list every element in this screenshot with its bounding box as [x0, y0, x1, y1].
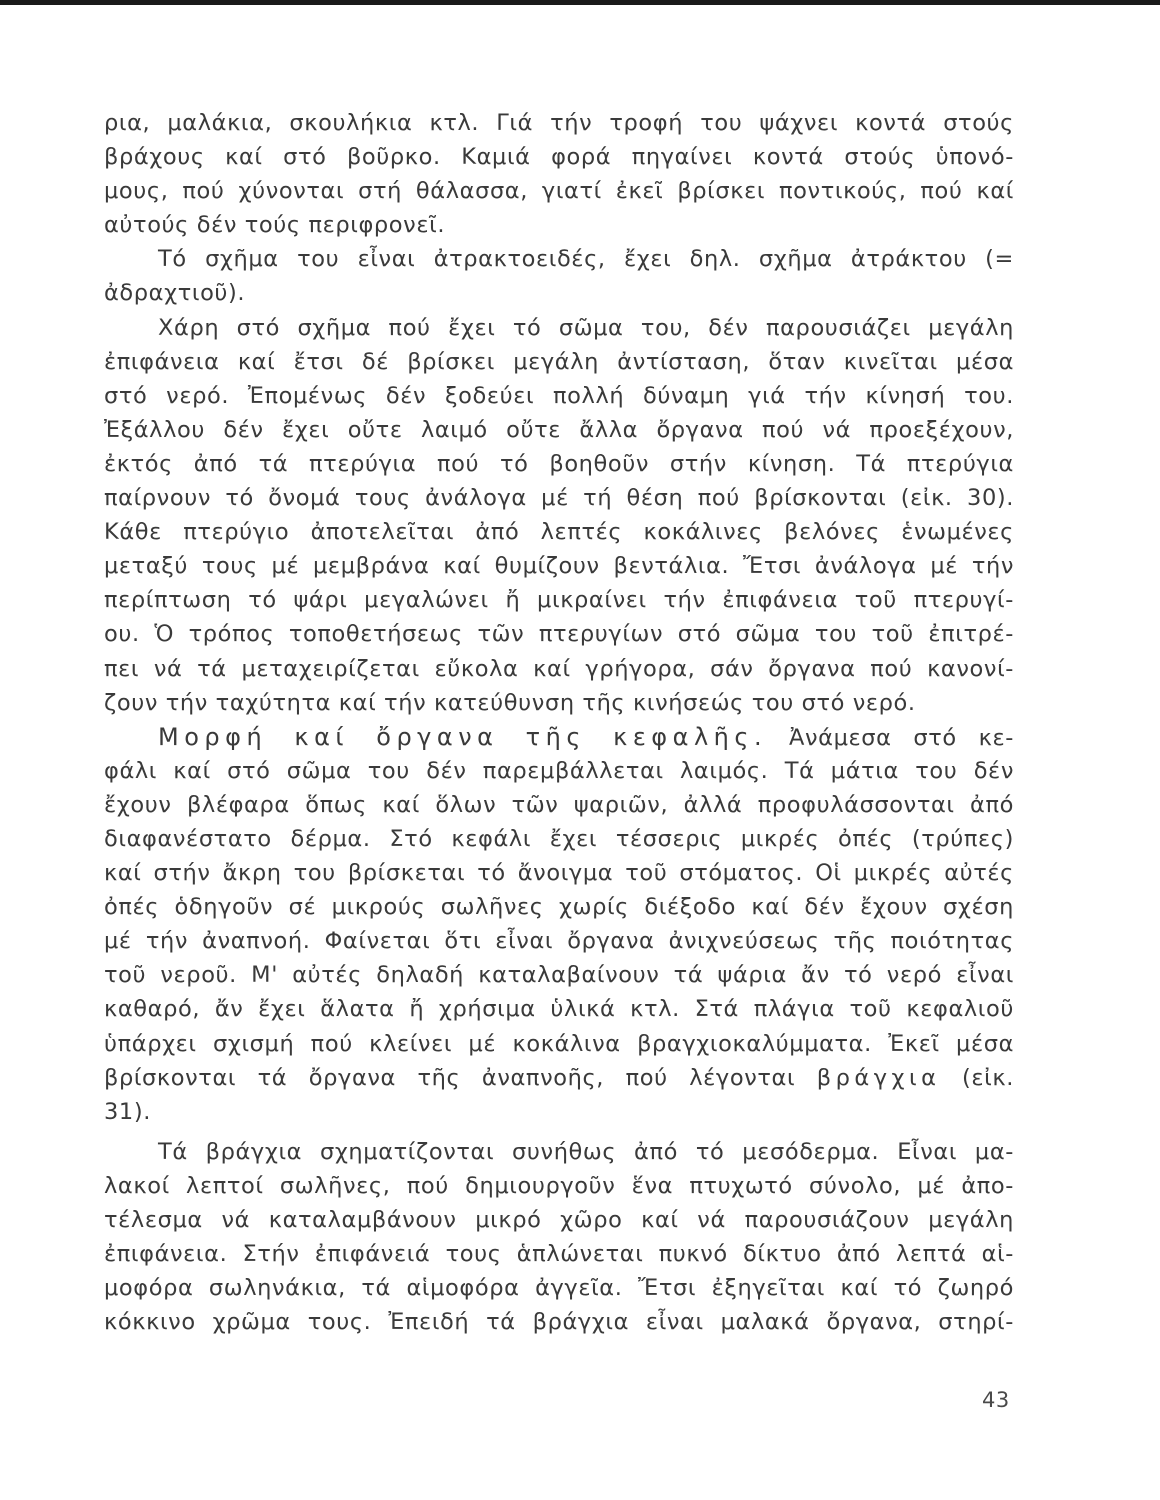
text-line: βράχους καί στό βοῦρκο. Καμιά φορά πηγαίνει κοντά στούς ὑπονό-	[104, 144, 1014, 171]
section-heading: Μορφή καί ὄργανα τῆς κεφαλῆς.	[158, 722, 768, 751]
text-line: λακοί λεπτοί σωλῆνες, πού δημιουργοῦν ἕνα πτυχωτό σύνολο, μέ ἀπο-	[104, 1172, 1014, 1199]
text-line: ἐκτός ἀπό τά πτερύγια πού τό βοηθοῦν στήν κίνηση. Τά πτερύγια	[104, 450, 1014, 477]
text-line: Ἐξάλλου δέν ἔχει οὔτε λαιμό οὔτε ἄλλα ὄργανα πού νά προεξέχουν,	[104, 416, 1014, 443]
section-heading-line	[104, 720, 1014, 754]
text-line: ἔχουν βλέφαρα ὅπως καί ὅλων τῶν ψαριῶν, ἀλλά προφυλάσσονται ἀπό	[104, 791, 1014, 818]
text-line: Τά βράγχια σχηματίζονται συνήθως ἀπό τό μεσόδερμα. Εἶναι μα-	[158, 1138, 1014, 1165]
text-line: μοφόρα σωληνάκια, τά αἱμοφόρα ἀγγεῖα. Ἔτσι ἐξηγεῖται καί τό ζωηρό	[104, 1275, 1014, 1302]
text-line: πει νά τά μεταχειρίζεται εὔκολα καί γρήγορα, σάν ὄργανα πού κανονί-	[104, 655, 1014, 682]
gills-term: βράγχια	[816, 1064, 941, 1091]
text-line: περίπτωση τό ψάρι μεγαλώνει ἤ μικραίνει τήν ἐπιφάνεια τοῦ πτερυγί-	[104, 587, 1014, 614]
text-line: μεταξύ τους μέ μεμβράνα καί θυμίζουν βεντάλια. Ἔτσι ἀνάλογα μέ τήν	[104, 553, 1014, 580]
heading-continuation: Ἀνάμεσα στό κε-	[767, 724, 1014, 751]
text-line: ὑπάρχει σχισμή πού κλείνει μέ κοκάλινα βραγχιοκαλύμματα. Ἐκεῖ μέσα	[104, 1030, 1014, 1057]
text-line: παίρνουν τό ὄνομά τους ἀνάλογα μέ τή θέση πού βρίσκονται (εἰκ. 30).	[104, 485, 1014, 512]
text-line: τέλεσμα νά καταλαμβάνουν μικρό χῶρο καί νά παρουσιάζουν μεγάλη	[104, 1207, 1014, 1233]
text-line: ἐπιφάνεια καί ἔτσι δέ βρίσκει μεγάλη ἀντίσταση, ὅταν κινεῖται μέσα	[104, 348, 1014, 375]
text-line: καί στήν ἄκρη του βρίσκεται τό ἄνοιγμα τοῦ στόματος. Οἱ μικρές αὐτές	[104, 860, 1014, 887]
text-line: μέ τήν ἀναπνοή. Φαίνεται ὅτι εἶναι ὄργανα ἀνιχνεύσεως τῆς ποιότητας	[104, 928, 1014, 955]
text-line: Τό σχῆμα του εἶναι ἀτρακτοειδές, ἔχει δηλ. σχῆμα ἀτράκτου (=	[158, 246, 1014, 273]
gills-line	[104, 1061, 1014, 1095]
text-line: ἐπιφάνεια. Στήν ἐπιφάνειά τους ἁπλώνεται πυκνό δίκτυο ἀπό λεπτά αἱ-	[104, 1241, 1014, 1268]
gills-pre: βρίσκονται τά ὄργανα τῆς ἀναπνοῆς, πού λέγονται	[104, 1064, 796, 1091]
text-line: τοῦ νεροῦ. Μ' αὐτές δηλαδή καταλαβαίνουν τά ψάρια ἄν τό νερό εἶναι	[104, 962, 1014, 989]
text-line: ἀδραχτιοῦ).	[104, 280, 246, 307]
gills-post: (εἰκ.	[940, 1064, 1014, 1091]
text-line: καθαρό, ἄν ἔχει ἅλατα ἤ χρήσιμα ὑλικά κτλ. Στά πλάγια τοῦ κεφαλιοῦ	[104, 996, 1014, 1023]
text-line: στό νερό. Ἐπομένως δέν ξοδεύει πολλή δύναμη γιά τήν κίνησή του.	[104, 382, 1014, 409]
text-line: 31).	[104, 1098, 151, 1125]
page-body	[104, 106, 1014, 1339]
text-line: φάλι καί στό σῶμα του δέν παρεμβάλλεται λαιμός. Τά μάτια του δέν	[104, 757, 1014, 784]
text-line: διαφανέστατο δέρμα. Στό κεφάλι ἔχει τέσσερις μικρές ὀπές (τρύπες)	[104, 825, 1014, 852]
text-line: Χάρη στό σχῆμα πού ἔχει τό σῶμα του, δέν παρουσιάζει μεγάλη	[158, 314, 1014, 341]
text-line: ὀπές ὁδηγοῦν σέ μικρούς σωλῆνες χωρίς διέξοδο καί δέν ἔχουν σχέση	[104, 894, 1014, 921]
top-border	[0, 0, 1160, 5]
text-line: Κάθε πτερύγιο ἀποτελεῖται ἀπό λεπτές κοκάλινες βελόνες ἑνωμένες	[104, 519, 1014, 546]
text-line: μους, πού χύνονται στή θάλασσα, γιατί ἐκεῖ βρίσκει ποντικούς, πού καί	[104, 178, 1014, 205]
text-line: κόκκινο χρῶμα τους. Ἐπειδή τά βράγχια εἶναι μαλακά ὄργανα, στηρί-	[104, 1309, 1014, 1336]
text-line: ζουν τήν ταχύτητα καί τήν κατεύθυνση τῆς κινήσεώς του στό νερό.	[104, 689, 916, 716]
text-line: ρια, μαλάκια, σκουλήκια κτλ. Γιά τήν τροφή του ψάχνει κοντά στούς	[104, 110, 1014, 136]
text-line: αὐτούς δέν τούς περιφρονεῖ.	[104, 212, 446, 239]
text-line: ου. Ὁ τρόπος τοποθετήσεως τῶν πτερυγίων στό σῶμα του τοῦ ἐπιτρέ-	[104, 621, 1014, 648]
page-number: 43	[982, 1388, 1010, 1412]
